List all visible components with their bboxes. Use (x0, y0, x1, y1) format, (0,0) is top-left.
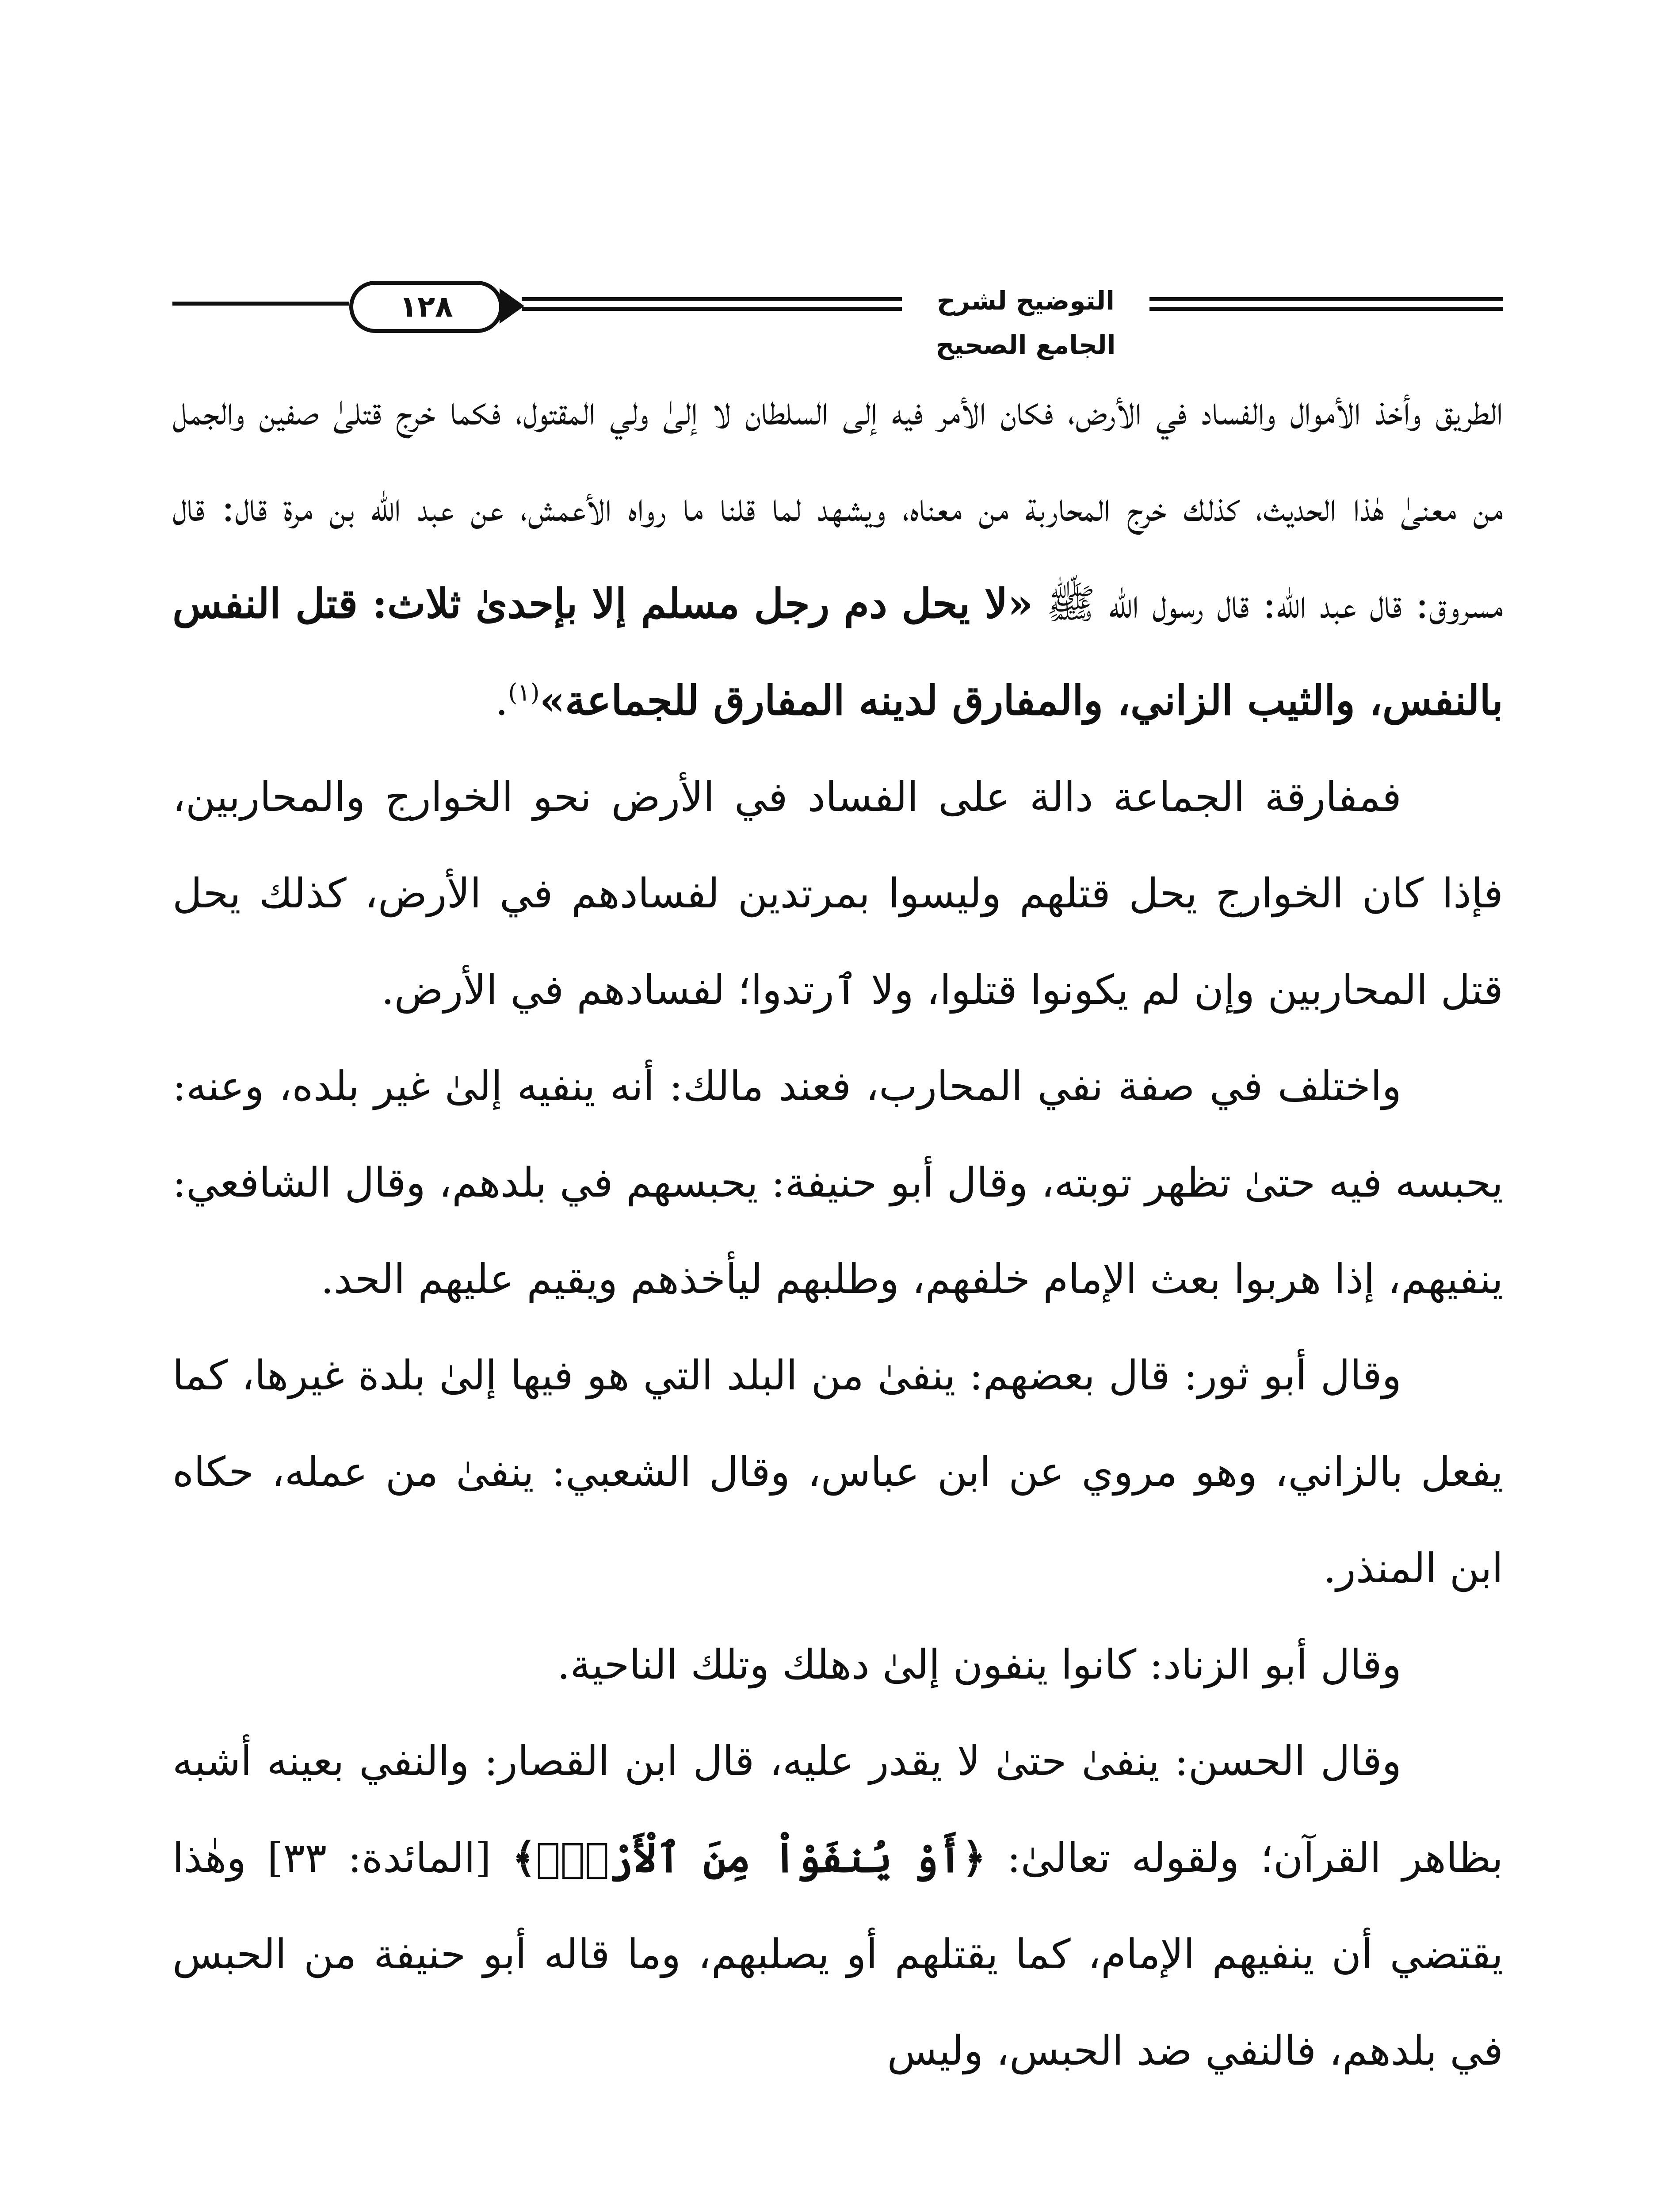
paragraph-6-text: وقال الحسن: ينفىٰ حتىٰ لا يقدر عليه، قال ابن القصار: والنفي بعينه أشبه بظاهر القرآن؛ ولقوله تعالىٰ: (172, 1737, 1504, 1882)
header-rule-stub (172, 302, 349, 306)
main-text (172, 363, 1503, 2099)
header-rule-right (1149, 297, 1503, 301)
page-header (172, 270, 1503, 360)
paragraph-1-text: الطريق وأخذ الأموال والفساد في الأرض، فكان الأمر فيه إلى السلطان لا إلىٰ ولي المقتول، فكما خرج قتلىٰ صفين والجمل من معنىٰ هٰذا الحديث، كذلك خرج المحاربة من معناه، ويشهد لما قلنا ما رواه الأعمش، عن عبد الله بن مرة قال: قال مسروق: قال عبد الله: قال رسول الله ﷺ (172, 387, 1503, 627)
page-number: ١٢٨ (349, 281, 503, 333)
paragraph-1-end: . (495, 677, 508, 724)
paragraph-5: وقال أبو الزناد: كانوا ينفون إلىٰ دهلك وتلك الناحية. (557, 1641, 1401, 1688)
page-number-arrow-icon (500, 288, 524, 324)
header-rule-left-lower (522, 307, 902, 311)
hadith-quote: «لا يحل دم رجل مسلم إلا بإحدىٰ ثلاث: قتل النفس بالنفس، والثيب الزاني، والمفارق لدينه المفارق للجماعة» (172, 580, 1503, 724)
paragraph-6-continuation: وهٰذا يقتضي أن ينفيهم الإمام، كما يقتلهم أو يصلبهم، وما قاله أبو حنيفة من الحبس في بلدهم، فالنفي ضد الحبس، وليس (172, 1834, 1503, 2074)
header-rule-right-lower (1149, 307, 1503, 311)
header-rule-left (522, 297, 902, 301)
paragraph-1 (172, 363, 1503, 749)
footnote-reference: (١) (508, 678, 540, 707)
running-title: التوضيح لشرح الجامع الصحيح (906, 279, 1145, 367)
verse-citation: [المائدة: ٣٣] (267, 1834, 491, 1882)
quran-verse: ﴿أَوْ يُنفَوْاْ مِنَ ٱلْأَرْضِۚ﴾ (512, 1834, 986, 1882)
paragraph-3: واختلف في صفة نفي المحارب، فعند مالك: أنه ينفيه إلىٰ غير بلده، وعنه: يحبسه فيه حتىٰ تظهر توبته، وقال أبو حنيفة: يحبسهم في بلدهم، وقال الشافعي: ينفيهم، إذا هربوا بعث الإمام خلفهم، وطلبهم ليأخذهم ويقيم عليهم الحد. (172, 1063, 1503, 1303)
paragraph-2: فمفارقة الجماعة دالة على الفساد في الأرض نحو الخوارج والمحاربين، فإذا كان الخوارج يحل قتلهم وليسوا بمرتدين لفسادهم في الأرض، كذلك يحل قتل المحاربين وإن لم يكونوا قتلوا، ولا ٱرتدوا؛ لفسادهم في الأرض. (172, 773, 1503, 1014)
paragraph-4: وقال أبو ثور: قال بعضهم: ينفىٰ من البلد التي هو فيها إلىٰ بلدة غيرها، كما يفعل بالزاني، وهو مروي عن ابن عباس، وقال الشعبي: ينفىٰ من عمله، حكاه ابن المنذر. (172, 1352, 1503, 1592)
paragraph-6 (172, 1713, 1503, 2099)
